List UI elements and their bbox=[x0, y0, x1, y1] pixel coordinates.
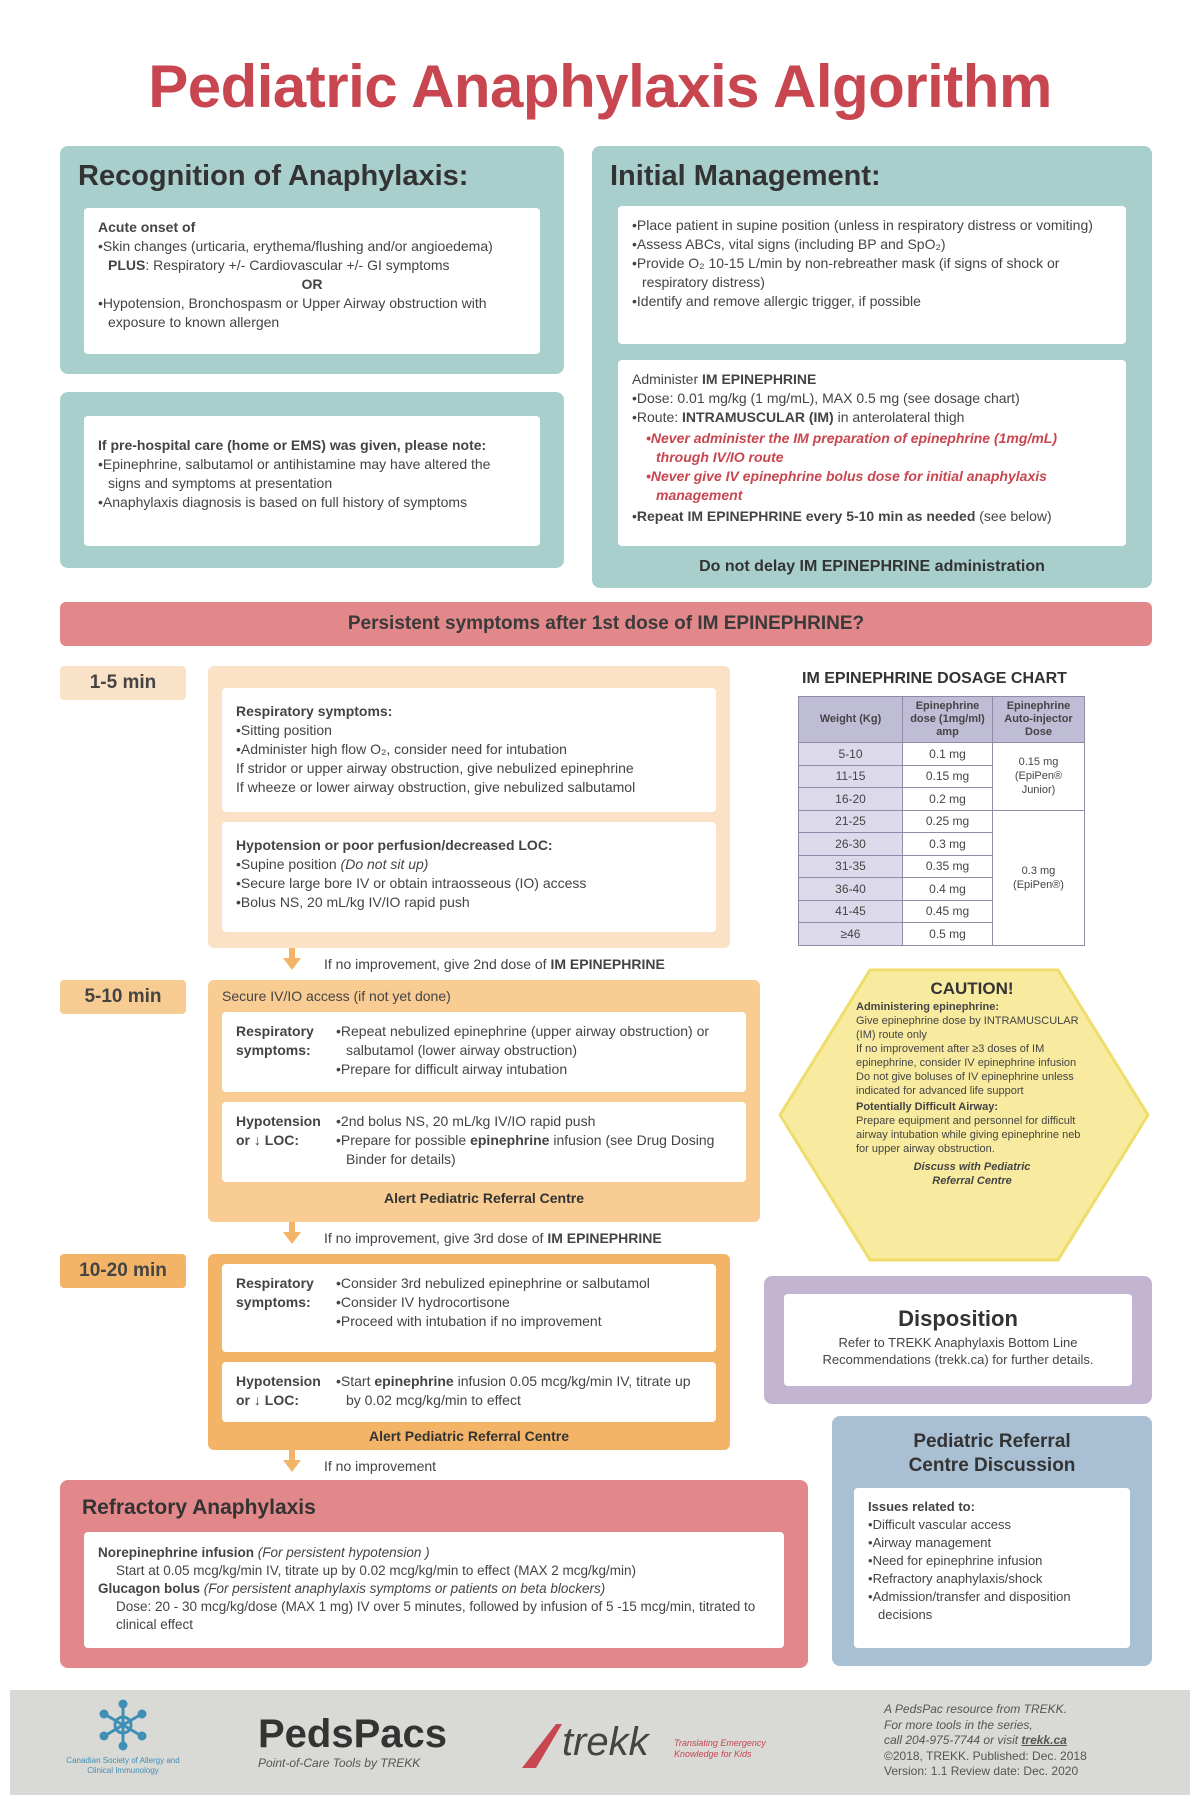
dose-cell: 0.3 mg bbox=[903, 833, 993, 856]
call-prefix: call 204-975-7744 or visit bbox=[884, 1733, 1022, 1747]
caution-admin-item: Do not give boluses of IV epinephrine unless indicated for advanced life support bbox=[856, 1071, 1074, 1097]
warning-item: • Never administer the IM preparation of epinephrine (1mg/mL) through IV/IO route bbox=[646, 429, 1112, 467]
step3-hypo-label: Hypotension or ↓ LOC: bbox=[236, 1373, 321, 1408]
step1-hypo-box bbox=[222, 822, 716, 932]
step1-resp-line: If wheeze or lower airway obstruction, give nebulized salbutamol bbox=[236, 779, 636, 795]
plus-text: : Respiratory +/- Cardiovascular +/- GI symptoms bbox=[145, 257, 450, 273]
step2-hypo-box bbox=[222, 1102, 746, 1182]
dosage-header-row bbox=[799, 697, 1085, 743]
weight-cell: 21-25 bbox=[799, 810, 903, 833]
step3-resp-item: • Consider IV hydrocortisone bbox=[336, 1293, 650, 1312]
hypo2-prefix: Prepare for possible bbox=[340, 1132, 471, 1148]
administer-line bbox=[632, 370, 1112, 389]
glucagon-note: (For persistent anaphylaxis symptoms or patients on beta blockers) bbox=[200, 1581, 606, 1596]
repeat-bold: Repeat IM EPINEPHRINE every 5-10 min as needed bbox=[636, 508, 976, 524]
supine-note: (Do not sit up) bbox=[340, 856, 429, 872]
step1-hypo-item: • Secure large bore IV or obtain intraosseous (IO) access bbox=[236, 874, 702, 893]
auto-injector-adult: 0.3 mg (EpiPen®) bbox=[993, 810, 1085, 945]
referral-item: • Refractory anaphylaxis/shock bbox=[868, 1570, 1116, 1588]
disposition-panel bbox=[764, 1276, 1152, 1404]
flow-arrow-down-icon bbox=[283, 1460, 301, 1472]
dosage-table bbox=[798, 696, 1085, 946]
step1-hypo-heading: Hypotension or poor perfusion/decreased LOC: bbox=[236, 837, 553, 853]
hypo3-bold: epinephrine bbox=[374, 1373, 454, 1389]
norepi-label: Norepinephrine infusion bbox=[98, 1545, 255, 1560]
dose-cell: 0.4 mg bbox=[903, 878, 993, 901]
step2-resp-row bbox=[236, 1022, 732, 1079]
referral-item: • Difficult vascular access bbox=[868, 1516, 1116, 1534]
step1-resp-line: If stridor or upper airway obstruction, give nebulized epinephrine bbox=[236, 760, 634, 776]
copyright-line: ©2018, TREKK. Published: Dec. 2018 bbox=[884, 1748, 1087, 1763]
dose-cell: 0.35 mg bbox=[903, 855, 993, 878]
caution-content bbox=[856, 978, 1088, 1188]
dose-item: • Dose: 0.01 mg/kg (1 mg/mL), MAX 0.5 mg (see dosage chart) bbox=[632, 389, 1112, 408]
weight-cell: 5-10 bbox=[799, 743, 903, 766]
footer bbox=[10, 1690, 1190, 1795]
step3-resp-item: • Consider 3rd nebulized epinephrine or salbutamol bbox=[336, 1274, 650, 1293]
hypo3-suffix: infusion 0.05 mcg/kg/min IV, titrate up by 0.02 mcg/kg/min to effect bbox=[346, 1373, 691, 1408]
norepi-line bbox=[98, 1544, 770, 1562]
epinephrine-box bbox=[618, 360, 1126, 546]
flow-arrow-down-icon bbox=[283, 1232, 301, 1244]
weight-cell: 36-40 bbox=[799, 878, 903, 901]
trekk-logo-icon bbox=[522, 1724, 562, 1768]
route-suffix: in anterolateral thigh bbox=[833, 409, 965, 425]
glucagon-line bbox=[98, 1580, 770, 1598]
recognition-heading: Recognition of Anaphylaxis: bbox=[78, 160, 469, 192]
step1-panel bbox=[208, 666, 730, 948]
note1-prefix: If no improvement, give 2nd dose of bbox=[324, 956, 551, 972]
dosage-chart bbox=[798, 696, 1085, 946]
prehospital-panel bbox=[60, 392, 564, 568]
or-label: OR bbox=[301, 276, 323, 292]
initial-management-panel bbox=[592, 146, 1152, 588]
initial-item: • Place patient in supine position (unless in respiratory distress or vomiting) bbox=[632, 216, 1112, 235]
flow-note-2nd-dose bbox=[324, 956, 665, 972]
prehospital-box bbox=[84, 416, 540, 546]
step3-resp-item: • Proceed with intubation if no improvement bbox=[336, 1312, 650, 1331]
weight-cell: 31-35 bbox=[799, 855, 903, 878]
disposition-box bbox=[784, 1294, 1132, 1386]
initial-footer: Do not delay IM EPINEPHRINE administration bbox=[699, 558, 1045, 575]
version-line: Version: 1.1 Review date: Dec. 2020 bbox=[884, 1764, 1079, 1778]
flow-note-3rd-dose bbox=[324, 1230, 662, 1246]
recognition-box bbox=[84, 208, 540, 354]
trekk-link[interactable]: trekk.ca bbox=[1021, 1733, 1067, 1747]
weight-cell: 16-20 bbox=[799, 788, 903, 811]
refractory-title: Refractory Anaphylaxis bbox=[82, 1496, 316, 1519]
step1-resp-item: • Sitting position bbox=[236, 721, 702, 740]
note2-bold: IM EPINEPHRINE bbox=[547, 1230, 662, 1246]
note1-bold: IM EPINEPHRINE bbox=[550, 956, 665, 972]
persistent-symptoms-banner: Persistent symptoms after 1st dose of IM EPINEPHRINE? bbox=[60, 602, 1152, 646]
trekk-wordmark: trekk bbox=[562, 1720, 649, 1764]
hypo2-bold: epinephrine bbox=[470, 1132, 550, 1148]
referral-panel bbox=[832, 1416, 1152, 1666]
step2-resp-item: • Prepare for difficult airway intubation bbox=[336, 1060, 732, 1079]
dose-cell: 0.25 mg bbox=[903, 810, 993, 833]
glucagon-text: Dose: 20 - 30 mcg/kg/dose (MAX 1 mg) IV over 5 minutes, followed by infusion of 5 -15 mcg/min, titrated to clinical effect bbox=[116, 1599, 756, 1632]
weight-cell: 26-30 bbox=[799, 833, 903, 856]
pedspacs-tagline: Point-of-Care Tools by TREKK bbox=[258, 1756, 421, 1770]
initial-item: • Provide O₂ 10-15 L/min by non-rebreather mask (if signs of shock or respiratory distress) bbox=[632, 254, 1112, 292]
initial-item: • Identify and remove allergic trigger, if possible bbox=[632, 292, 1112, 311]
referral-item: • Need for epinephrine infusion bbox=[868, 1552, 1116, 1570]
referral-heading: Issues related to: bbox=[868, 1499, 975, 1514]
route-item bbox=[632, 408, 1112, 427]
plus-label: PLUS bbox=[108, 257, 146, 273]
dose-cell: 0.5 mg bbox=[903, 923, 993, 946]
glucagon-label: Glucagon bolus bbox=[98, 1581, 201, 1596]
secure-access: Secure IV/IO access (if not yet done) bbox=[222, 988, 451, 1004]
weight-cell: 11-15 bbox=[799, 765, 903, 788]
caution-airway-item: Prepare equipment and personnel for difficult airway intubation while giving epinephrine neb for upper airway obstruction. bbox=[856, 1115, 1081, 1155]
weight-cell: 41-45 bbox=[799, 900, 903, 923]
repeat-suffix: (see below) bbox=[975, 508, 1052, 524]
step2-hypo-item: • 2nd bolus NS, 20 mL/kg IV/IO rapid push bbox=[336, 1112, 732, 1131]
footer-info bbox=[884, 1702, 1184, 1780]
header-dose: Epinephrine dose (1mg/ml) amp bbox=[903, 697, 993, 743]
call-line bbox=[884, 1733, 1184, 1749]
initial-item: • Assess ABCs, vital signs (including BP and SpO₂) bbox=[632, 235, 1112, 254]
route-bold: INTRAMUSCULAR (IM) bbox=[682, 409, 834, 425]
refractory-box bbox=[84, 1532, 784, 1648]
pedspacs-logo bbox=[258, 1712, 447, 1770]
time-tag-1-5: 1-5 min bbox=[60, 666, 186, 700]
caution-discuss: Discuss with Pediatric Referral Centre bbox=[913, 1161, 1031, 1187]
prehospital-item: • Epinephrine, salbutamol or antihistamine may have altered the signs and symptoms at presentation bbox=[98, 455, 526, 493]
administer-prefix: Administer bbox=[632, 371, 703, 387]
step3-resp-label: Respiratory symptoms: bbox=[236, 1275, 314, 1310]
dose-cell: 0.2 mg bbox=[903, 788, 993, 811]
referral-title: Pediatric Referral Centre Discussion bbox=[908, 1431, 1076, 1476]
administer-drug: IM EPINEPHRINE bbox=[702, 371, 817, 387]
caution-airway-heading: Potentially Difficult Airway: bbox=[856, 1101, 999, 1113]
acute-label: Acute onset of bbox=[98, 219, 196, 235]
norepi-text: Start at 0.05 mcg/kg/min IV, titrate up by 0.02 mcg/kg/min to effect (MAX 2 mcg/kg/min) bbox=[116, 1563, 636, 1578]
auto-injector-junior: 0.15 mg (EpiPen® Junior) bbox=[993, 743, 1085, 811]
warning-item: • Never give IV epinephrine bolus dose for initial anaphylaxis management bbox=[646, 467, 1112, 505]
step2-resp-box bbox=[222, 1012, 746, 1092]
step1-resp-item: • Administer high flow O₂, consider need for intubation bbox=[236, 740, 702, 759]
step2-resp-item: • Repeat nebulized epinephrine (upper airway obstruction) or salbutamol (lower airway obstruction) bbox=[336, 1022, 732, 1060]
route-prefix: Route: bbox=[636, 409, 683, 425]
step3-hypo-box bbox=[222, 1362, 716, 1422]
step1-resp-heading: Respiratory symptoms: bbox=[236, 703, 393, 719]
dose-cell: 0.45 mg bbox=[903, 900, 993, 923]
resource-line: A PedsPac resource from TREKK. bbox=[884, 1702, 1067, 1716]
disposition-title: Disposition bbox=[898, 1306, 1018, 1331]
repeat-item bbox=[632, 507, 1112, 526]
prehospital-item: • Anaphylaxis diagnosis is based on full history of symptoms bbox=[98, 493, 526, 512]
step2-alert: Alert Pediatric Referral Centre bbox=[384, 1190, 584, 1206]
note2-prefix: If no improvement, give 3rd dose of bbox=[324, 1230, 548, 1246]
time-tag-10-20: 10-20 min bbox=[60, 1254, 186, 1288]
caution-admin-item: Give epinephrine dose by INTRAMUSCULAR (IM) route only bbox=[856, 1015, 1079, 1041]
hypotension-item: • Hypotension, Bronchospasm or Upper Airway obstruction with exposure to known allergen bbox=[98, 294, 526, 332]
step3-alert: Alert Pediatric Referral Centre bbox=[369, 1428, 569, 1444]
referral-item: • Airway management bbox=[868, 1534, 1116, 1552]
step2-hypo-label: Hypotension or ↓ LOC: bbox=[236, 1113, 321, 1148]
disposition-text: Refer to TREKK Anaphylaxis Bottom Line Recommendations (trekk.ca) for further details. bbox=[822, 1335, 1094, 1367]
referral-box bbox=[854, 1488, 1130, 1648]
norepi-note: (For persistent hypotension ) bbox=[254, 1545, 430, 1560]
weight-cell: ≥46 bbox=[799, 923, 903, 946]
snowflake-logo-icon bbox=[96, 1698, 150, 1752]
header-weight: Weight (Kg) bbox=[799, 697, 903, 743]
step1-hypo-item bbox=[236, 855, 702, 874]
flow-note-no-improvement: If no improvement bbox=[324, 1458, 437, 1474]
prehospital-heading: If pre-hospital care (home or EMS) was given, please note: bbox=[98, 437, 487, 453]
time-tag-5-10: 5-10 min bbox=[60, 980, 186, 1014]
trekk-tagline: Translating Emergency Knowledge for Kids bbox=[674, 1738, 766, 1759]
step1-resp-box bbox=[222, 688, 716, 812]
caution-admin-heading: Administering epinephrine: bbox=[856, 1001, 1000, 1013]
dosage-row bbox=[799, 810, 1085, 833]
step2-hypo-item bbox=[336, 1131, 732, 1169]
pedspacs-wordmark: PedsPacs bbox=[258, 1712, 448, 1756]
hypo2-suffix: infusion (see Drug Dosing Binder for details) bbox=[346, 1132, 715, 1167]
step3-resp-row bbox=[236, 1274, 702, 1331]
step3-hypo-row bbox=[236, 1372, 702, 1410]
step3-resp-box bbox=[222, 1264, 716, 1352]
step2-hypo-row bbox=[236, 1112, 732, 1169]
more-tools-line: For more tools in the series, bbox=[884, 1717, 1033, 1732]
referral-item: • Admission/transfer and disposition decisions bbox=[868, 1588, 1116, 1624]
step2-panel bbox=[208, 980, 760, 1222]
plus-line bbox=[98, 256, 526, 275]
dosage-row bbox=[799, 743, 1085, 766]
recognition-panel bbox=[60, 146, 564, 374]
initial-box bbox=[618, 206, 1126, 344]
header-auto: Epinephrine Auto-injector Dose bbox=[993, 697, 1085, 743]
flow-arrow-down-icon bbox=[283, 958, 301, 970]
hypo3-prefix: Start bbox=[340, 1373, 375, 1389]
skin-item: • Skin changes (urticaria, erythema/flushing and/or angioedema) bbox=[98, 237, 526, 256]
caution-admin-item: If no improvement after ≥3 doses of IM epinephrine, consider IV epinephrine infusion bbox=[856, 1043, 1077, 1069]
initial-heading: Initial Management: bbox=[610, 160, 881, 192]
dose-cell: 0.15 mg bbox=[903, 765, 993, 788]
page-title: Pediatric Anaphylaxis Algorithm bbox=[148, 53, 1052, 120]
step1-hypo-item: • Bolus NS, 20 mL/kg IV/IO rapid push bbox=[236, 893, 702, 912]
refractory-panel bbox=[60, 1480, 808, 1668]
society-name: Canadian Society of Allergy and Clinical Immunology bbox=[66, 1756, 180, 1775]
caution-title: CAUTION! bbox=[930, 979, 1014, 998]
dose-cell: 0.1 mg bbox=[903, 743, 993, 766]
step3-hypo-item bbox=[336, 1372, 702, 1410]
supine-text: Supine position bbox=[240, 856, 341, 872]
step3-panel bbox=[208, 1254, 730, 1450]
dosage-chart-title: IM EPINEPHRINE DOSAGE CHART bbox=[802, 670, 1067, 687]
step2-resp-label: Respiratory symptoms: bbox=[236, 1023, 314, 1058]
